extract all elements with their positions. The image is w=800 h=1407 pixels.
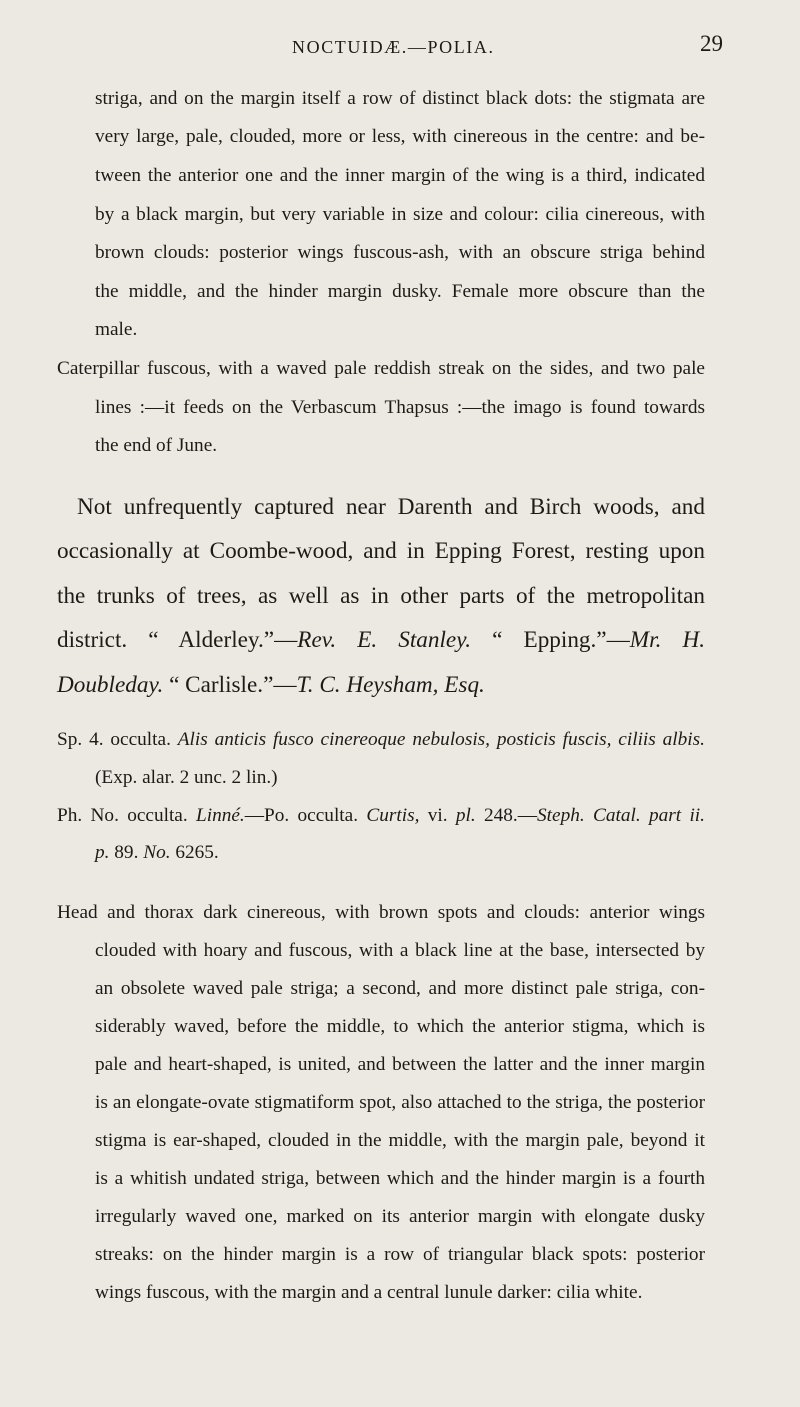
text-line: is an elongate-ovate stigmatiform spot, also attached to the striga, the posterior (95, 1092, 705, 1113)
text-line: striga, and on the margin itself a row of distinct black dots: the stigmata are (95, 88, 705, 109)
text-line: stigma is ear-shaped, clouded in the middle, with the margin pale, beyond it (95, 1130, 705, 1151)
text-line: pale and heart-shaped, is united, and between the latter and the inner margin (95, 1054, 705, 1075)
text-line: the middle, and the hinder margin dusky. Female more obscure than the (95, 281, 705, 302)
text-line: Caterpillar fuscous, with a waved pale reddish streak on the sides, and two pale (57, 358, 705, 379)
text-line: by a black margin, but very variable in size and colour: cilia cinereous, with (95, 204, 705, 225)
text-line: an obsolete waved pale striga; a second, and more distinct pale striga, con- (95, 978, 705, 999)
text-line: male. (95, 319, 138, 340)
text-line: clouded with hoary and fuscous, with a black line at the base, intersected by (95, 940, 705, 961)
text-line: occasionally at Coombe-wood, and in Epping Forest, resting upon (57, 538, 705, 564)
page-number: 29 (700, 31, 723, 56)
running-head (0, 24, 800, 64)
text-line: streaks: on the hinder margin is a row of triangular black spots: posterior (95, 1244, 705, 1265)
text-line: lines :—it feeds on the Verbascum Thapsus :—the imago is found towards (95, 397, 705, 418)
text-line: the end of June. (95, 435, 218, 456)
text-line: (Exp. alar. 2 unc. 2 lin.) (95, 767, 278, 788)
text-line: is a whitish undated striga, between which and the hinder margin is a fourth (95, 1168, 705, 1189)
text-line: Head and thorax dark cinereous, with brown spots and clouds: anterior wings (57, 902, 705, 923)
text-line: siderably waved, before the middle, to which the anterior stigma, which is (95, 1016, 705, 1037)
synonymy-line: p. 89. No. 6265. (95, 842, 219, 863)
text-line: wings fuscous, with the margin and a central lunule darker: cilia white. (95, 1282, 643, 1303)
synonymy-line: Ph. No. occulta. Linné.—Po. occulta. Curtis, vi. pl. 248.—Steph. Catal. part ii. (57, 805, 705, 826)
text-line: brown clouds: posterior wings fuscous-ash, with an obscure striga behind (95, 242, 705, 263)
text-line: irregularly waved one, marked on its anterior margin with elongate dusky (95, 1206, 705, 1227)
text-line: tween the anterior one and the inner margin of the wing is a third, indicated (95, 165, 705, 186)
text-line: district. “ Alderley.”—Rev. E. Stanley. “ Epping.”—Mr. H. (57, 627, 705, 653)
text-line: Doubleday. “ Carlisle.”—T. C. Heysham, Esq. (57, 672, 485, 698)
text-line: the trunks of trees, as well as in other parts of the metropolitan (57, 583, 705, 609)
running-title: NOCTUIDÆ.—POLIA. (292, 37, 495, 57)
text-line: Not unfrequently captured near Darenth and Birch woods, and (77, 494, 705, 520)
species-heading: Sp. 4. occulta. Alis anticis fusco cinereoque nebulosis, posticis fuscis, ciliis albis. (57, 729, 705, 750)
text-line: very large, pale, clouded, more or less, with cinereous in the centre: and be- (95, 126, 705, 147)
